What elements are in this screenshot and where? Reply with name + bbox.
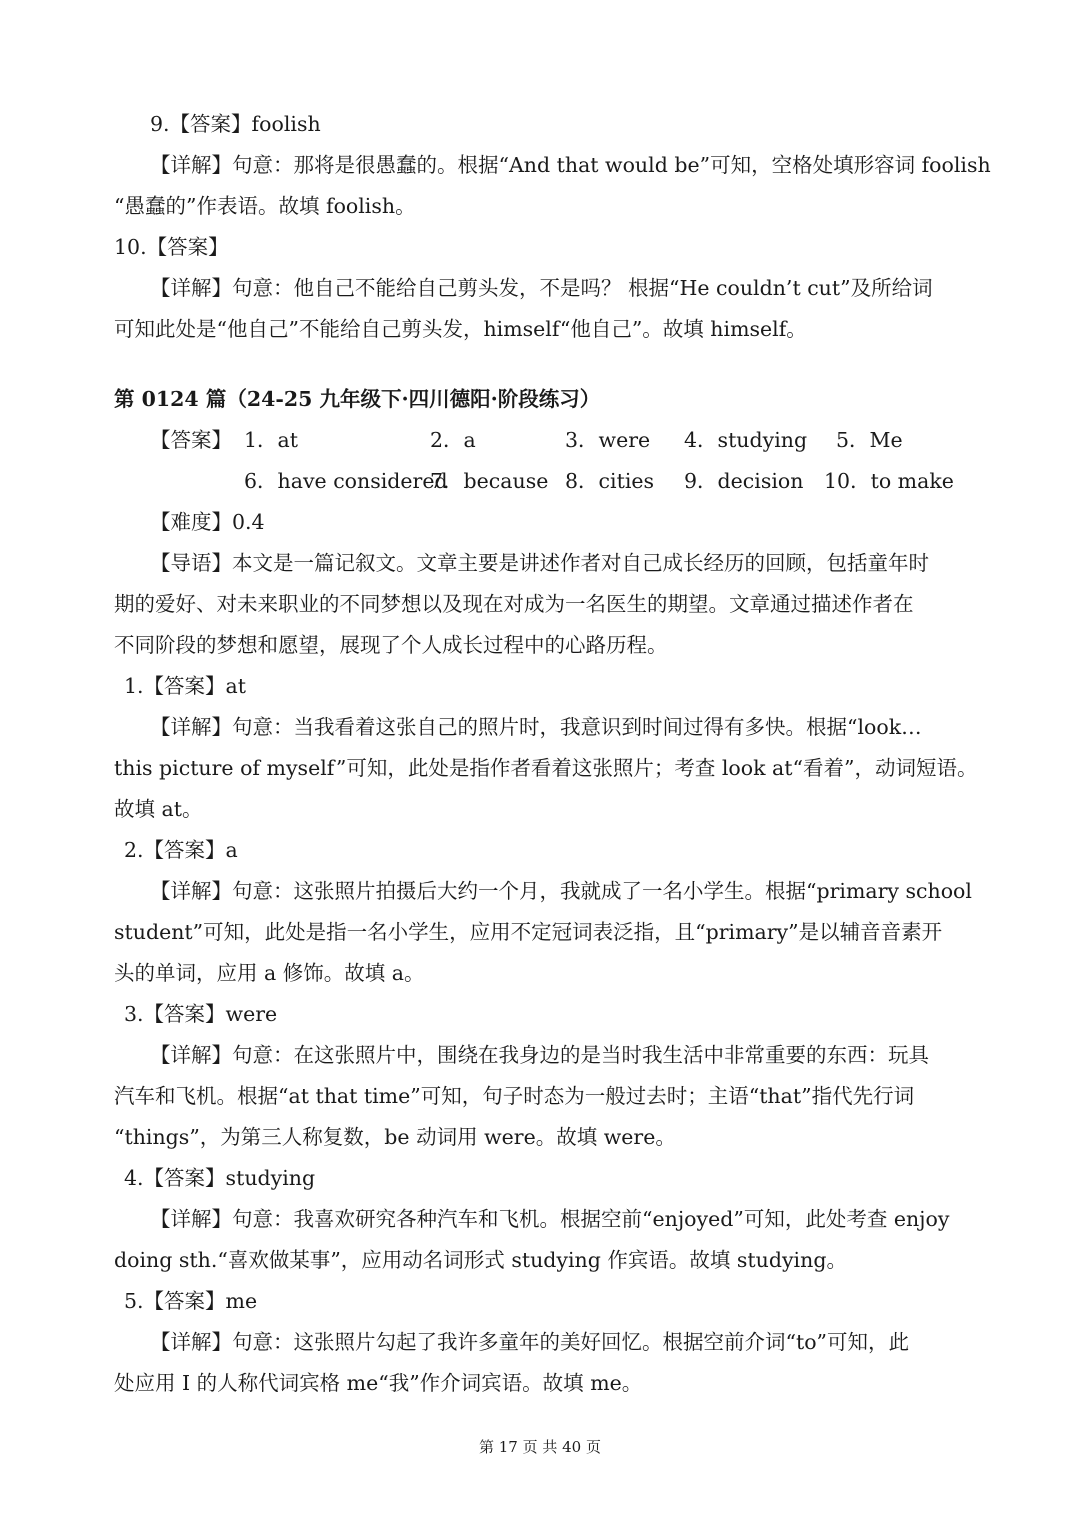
q4-detail-line: 【详解】句意：我喜欢研究各种汽车和飞机。根据空前“enjoyed”可知，此处考查 enjoy <box>150 1207 950 1231</box>
q3-detail-line: 汽车和飞机。根据“at that time”可知，句子时态为一般过去时；主语“that”指代先行词 <box>114 1084 915 1108</box>
answer-item: 1．at <box>244 428 299 452</box>
q9-answer: 9.【答案】foolish <box>150 112 321 136</box>
answer-item: 8．cities <box>565 469 655 493</box>
q1-answer: 1.【答案】at <box>124 674 247 698</box>
answer-item: 3．were <box>565 428 651 452</box>
q9-detail-line: 【详解】句意：那将是很愚蠢的。根据“And that would be”可知，空格处填形容词 foolish <box>150 153 991 177</box>
q5-detail-line: 【详解】句意：这张照片勾起了我许多童年的美好回忆。根据空前介词“to”可知，此 <box>150 1330 910 1354</box>
page-footer: 第 17 页 共 40 页 <box>478 1438 601 1456</box>
intro-line: 不同阶段的梦想和愿望，展现了个人成长过程中的心路历程。 <box>114 633 668 657</box>
q5-detail-line: 处应用 I 的人称代词宾格 me“我”作介词宾语。故填 me。 <box>114 1371 643 1395</box>
q10-answer: 10.【答案】 <box>114 235 229 259</box>
q10-detail-line: 可知此处是“他自己”不能给自己剪头发，himself“他自己”。故填 himself。 <box>114 317 807 341</box>
q2-answer: 2.【答案】a <box>124 838 238 862</box>
q2-detail-line: 头的单词，应用 a 修饰。故填 a。 <box>114 961 425 985</box>
q1-detail-line: 【详解】句意：当我看着这张自己的照片时，我意识到时间过得有多快。根据“look… <box>150 715 922 739</box>
answer-item: 4．studying <box>684 428 808 452</box>
q3-detail-line: 【详解】句意：在这张照片中，围绕在我身边的是当时我生活中非常重要的东西：玩具 <box>150 1043 929 1067</box>
q9-detail-line: “愚蠢的”作表语。故填 foolish。 <box>114 194 416 218</box>
answer-item: 10．to make <box>824 469 954 493</box>
intro-line: 【导语】本文是一篇记叙文。文章主要是讲述作者对自己成长经历的回顾，包括童年时 <box>150 551 929 575</box>
q1-detail-line: this picture of myself”可知，此处是指作者看着这张照片；考查 look at“看着”，动词短语。 <box>114 756 978 780</box>
q2-detail-line: 【详解】句意：这张照片拍摄后大约一个月，我就成了一名小学生。根据“primary school <box>150 879 972 903</box>
answer-item: 2．a <box>430 428 476 452</box>
answer-item: 5．Me <box>836 428 903 452</box>
q4-detail-line: doing sth.“喜欢做某事”，应用动名词形式 studying 作宾语。故填 studying。 <box>114 1248 847 1272</box>
difficulty: 【难度】0.4 <box>150 510 265 534</box>
q3-answer: 3.【答案】were <box>124 1002 278 1026</box>
answer-item: 9．decision <box>684 469 804 493</box>
q3-detail-line: “things”，为第三人称复数，be 动词用 were。故填 were。 <box>114 1125 676 1149</box>
q1-detail-line: 故填 at。 <box>114 797 203 821</box>
answer-item: 6．have considered <box>244 469 448 493</box>
q10-detail-line: 【详解】句意：他自己不能给自己剪头发，不是吗？ 根据“He couldn’t cut”及所给词 <box>150 276 933 300</box>
answer-label: 【答案】 <box>150 428 232 452</box>
q4-answer: 4.【答案】studying <box>124 1166 316 1190</box>
answer-item: 7．because <box>430 469 549 493</box>
q2-detail-line: student”可知，此处是指一名小学生，应用不定冠词表泛指，且“primary”是以辅音音素开 <box>114 920 943 944</box>
intro-line: 期的爱好、对未来职业的不同梦想以及现在对成为一名医生的期望。文章通过描述作者在 <box>114 592 914 616</box>
section-title: 第 0124 篇（24-25 九年级下·四川德阳·阶段练习） <box>114 387 601 411</box>
q5-answer: 5.【答案】me <box>124 1289 258 1313</box>
